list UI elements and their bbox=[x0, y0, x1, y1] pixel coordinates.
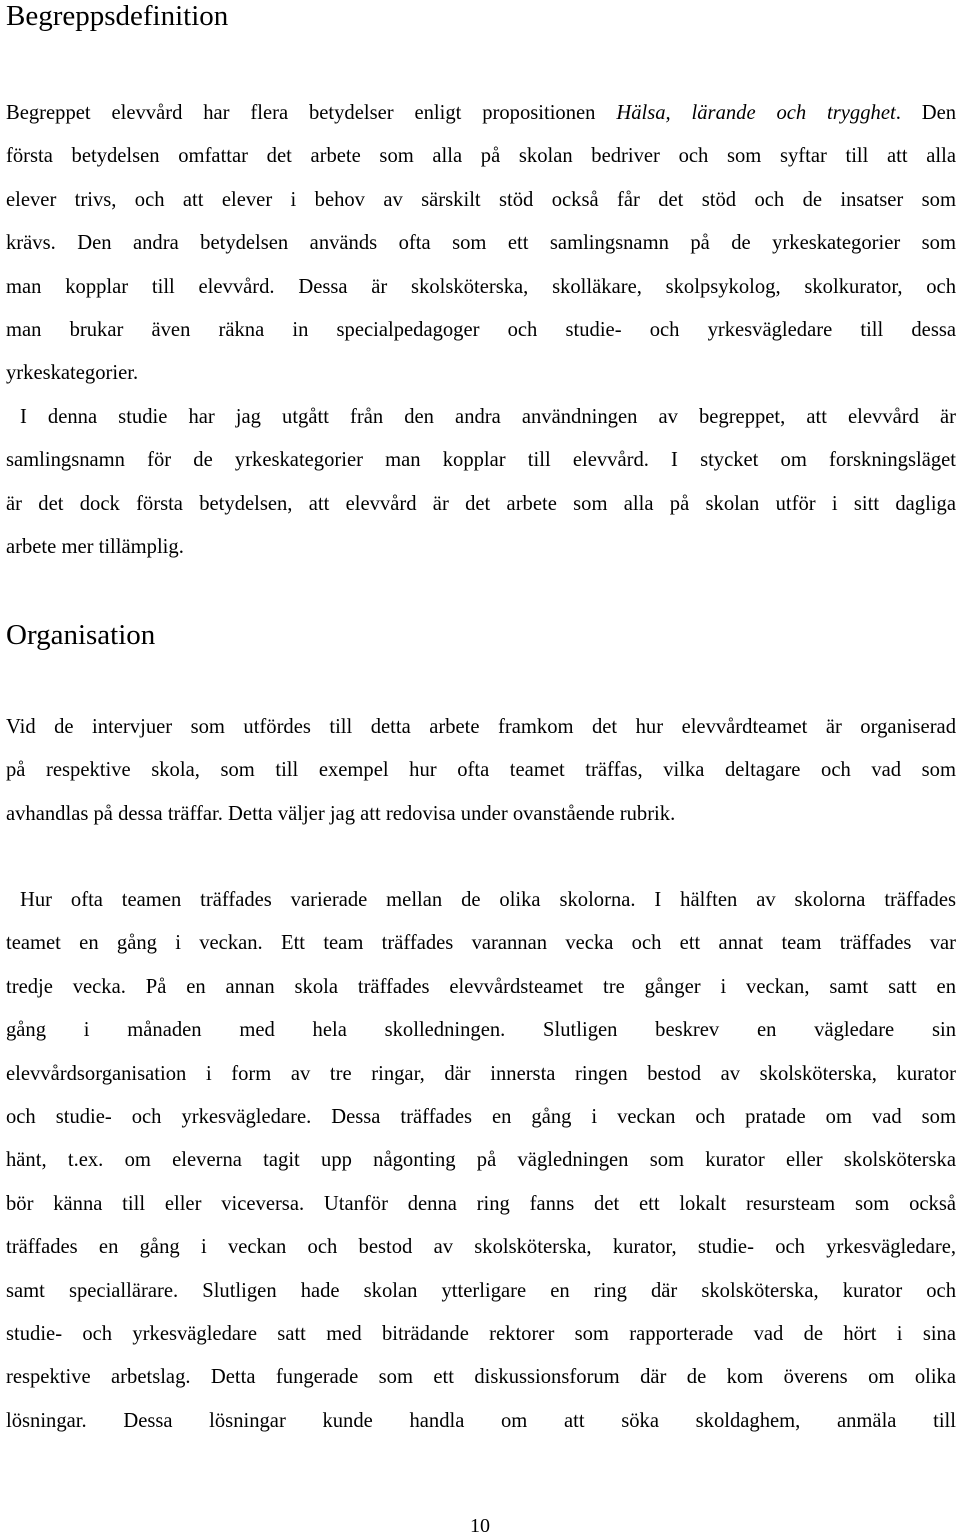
text-line: yrkeskategorier. bbox=[6, 362, 139, 385]
section-heading-organisation: Organisation bbox=[6, 619, 156, 651]
text-line: och studie- och yrkesvägledare. Dessa träffades en gång i veckan och pratade om vad som bbox=[6, 1105, 956, 1128]
text-line: tredje vecka. På en annan skola träffades elevvårdsteamet tre gånger i veckan, samt satt en bbox=[6, 975, 956, 998]
text-line: bör känna till eller viceversa. Utanför denna ring fanns det ett lokalt resursteam som också bbox=[6, 1192, 956, 1215]
italic-title: Hälsa, lärande och trygghet bbox=[616, 102, 896, 124]
text-line: man brukar även räkna in specialpedagoger och studie- och yrkesvägledare till dessa bbox=[6, 318, 956, 341]
paragraph-organisation-2 bbox=[6, 879, 956, 1443]
text-line: teamet en gång i veckan. Ett team träffades varannan vecka och ett annat team träffades var bbox=[6, 932, 956, 955]
text-line: Hur ofta teamen träffades varierade mellan de olika skolorna. I hälften av skolorna träffades bbox=[20, 889, 956, 911]
paragraph-begreppsdefinition-1 bbox=[6, 92, 956, 396]
text-line: respektive arbetslag. Detta fungerade som ett diskussionsforum där de kom överens om olika bbox=[6, 1366, 956, 1389]
text-line: samlingsnamn för de yrkeskategorier man kopplar till elevvård. I stycket om forskningsläget bbox=[6, 449, 956, 472]
text-line: träffades en gång i veckan och bestod av skolsköterska, kurator, studie- och yrkesvägledare, bbox=[6, 1236, 956, 1259]
text-line: krävs. Den andra betydelsen används ofta som ett samlingsnamn på de yrkeskategorier som bbox=[6, 232, 956, 255]
text-line: på respektive skola, som till exempel hur ofta teamet träffas, vilka deltagare och vad som bbox=[6, 759, 956, 782]
section-heading-begreppsdefinition: Begreppsdefinition bbox=[6, 0, 229, 32]
text-line: arbete mer tillämplig. bbox=[6, 536, 184, 559]
text-line: gång i månaden med hela skolledningen. Slutligen beskrev en vägledare sin bbox=[6, 1019, 956, 1042]
text-line: samt speciallärare. Slutligen hade skolan ytterligare en ring där skolsköterska, kurator och bbox=[6, 1279, 956, 1302]
text-line: I denna studie har jag utgått från den andra användningen av begreppet, att elevvård är bbox=[20, 406, 956, 428]
page-number: 10 bbox=[470, 1515, 490, 1537]
text-segment: Begreppet elevvård har flera betydelser enligt propositionen bbox=[6, 102, 617, 124]
text-line: första betydelsen omfattar det arbete som alla på skolan bedriver och som syftar till att alla bbox=[6, 145, 956, 168]
paragraph-organisation-1 bbox=[6, 706, 956, 836]
text-segment: . Den bbox=[895, 102, 957, 124]
text-line: man kopplar till elevvård. Dessa är skolsköterska, skolläkare, skolpsykolog, skolkurator, och bbox=[6, 275, 956, 298]
text-line: lösningar. Dessa lösningar kunde handla om att söka skoldaghem, anmäla till bbox=[6, 1409, 956, 1432]
text-line: hänt, t.ex. om eleverna tagit upp någonting på vägledningen som kurator eller skolsköterska bbox=[6, 1149, 956, 1172]
text-line: elever trivs, och att elever i behov av särskilt stöd också får det stöd och de insatser som bbox=[6, 188, 956, 211]
text-line: Vid de intervjuer som utfördes till detta arbete framkom det hur elevvårdteamet är organiserad bbox=[6, 716, 956, 738]
text-line: är det dock första betydelsen, att elevvård är det arbete som alla på skolan utför i sitt dagliga bbox=[6, 492, 956, 515]
text-line: elevvårdsorganisation i form av tre ringar, där innersta ringen bestod av skolsköterska, kurator bbox=[6, 1062, 956, 1085]
text-line: studie- och yrkesvägledare satt med biträdande rektorer som rapporterade vad de hört i sina bbox=[6, 1322, 956, 1345]
text-line bbox=[6, 92, 956, 135]
text-line: avhandlas på dessa träffar. Detta väljer jag att redovisa under ovanstående rubrik. bbox=[6, 802, 676, 825]
paragraph-begreppsdefinition-2 bbox=[6, 396, 956, 570]
